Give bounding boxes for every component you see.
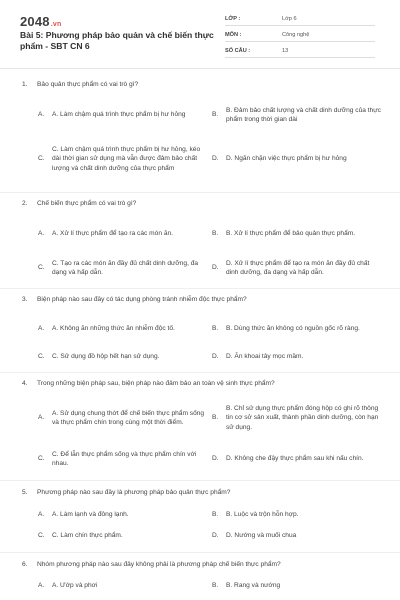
option-d[interactable]	[212, 137, 382, 181]
option-letter: D.	[212, 455, 219, 463]
option-letter: C.	[38, 532, 45, 540]
option-text: A. Làm chậm quá trình thực phẩm bị hư hỏng	[52, 111, 186, 119]
option-letter: C.	[38, 155, 45, 163]
brand-name: 2048	[20, 14, 50, 29]
option-b[interactable]	[212, 101, 382, 129]
option-b[interactable]	[212, 220, 382, 248]
option-letter: B.	[212, 325, 219, 333]
option-text: C. Để lẫn thực phẩm sống và thực phẩm chín với nhau.	[52, 450, 197, 467]
option-text: C. Tạo ra các món ăn đầy đủ chất dinh dưỡng, đa dạng và hấp dẫn.	[52, 259, 199, 276]
option-letter: D.	[212, 264, 219, 272]
option-c[interactable]	[38, 529, 208, 543]
brand-suffix: .vn	[50, 21, 62, 28]
question-number: 1.	[22, 81, 28, 88]
meta-question-count	[225, 45, 375, 58]
option-letter: C.	[38, 353, 45, 361]
question-text: Chế biến thực phẩm có vai trò gì?	[37, 200, 137, 207]
option-a[interactable]	[38, 101, 208, 129]
option-letter: A.	[38, 111, 45, 119]
option-text: D. Ngăn chặn việc thực phẩm bị hư hỏng	[226, 155, 347, 163]
meta-subject	[225, 29, 375, 42]
divider	[0, 480, 400, 481]
option-a[interactable]	[38, 315, 208, 343]
option-text: D. Không che đậy thực phẩm sau khi nấu chín.	[226, 455, 364, 463]
meta-question-count-label: SỐ CÂU :	[225, 48, 251, 54]
meta-class-value: Lớp 6	[282, 16, 297, 22]
divider	[0, 192, 400, 193]
question-text: Bảo quản thực phẩm có vai trò gì?	[37, 81, 139, 88]
question-number: 6.	[22, 561, 28, 568]
meta-class	[225, 13, 375, 26]
brand-logo[interactable]	[20, 14, 61, 29]
option-text: C. Làm chậm quá trình thực phẩm bị hư hỏng, kéo dài thời gian sử dụng mà vẫn được đảm bảo chất lượng và chất dinh dưỡng của thực phẩm	[52, 145, 201, 172]
option-letter: A.	[38, 582, 45, 590]
option-text: A. Xử lí thực phẩm để tạo ra các món ăn.	[52, 230, 173, 238]
option-text: A. Làm lạnh và đông lạnh.	[52, 511, 129, 519]
divider	[0, 372, 400, 373]
option-text: A. Sử dụng chung thớt để chế biến thực phẩm sống và thực phẩm chín trong cùng một thời điểm.	[52, 409, 205, 426]
option-c[interactable]	[38, 350, 208, 364]
option-letter: D.	[212, 353, 219, 361]
option-letter: D.	[212, 155, 219, 163]
question-number: 2.	[22, 200, 28, 207]
option-text: C. Làm chín thực phẩm.	[52, 532, 123, 540]
option-text: D. Ăn khoai tây mọc mầm.	[226, 353, 304, 361]
option-text: B. Dùng thức ăn không có nguồn gốc rõ ràng.	[226, 325, 360, 333]
option-text: B. Chỉ sử dụng thực phẩm đóng hộp có ghi rõ thông tin cơ sở sản xuất, thành phần dinh dưỡng, còn hạn sử dụng.	[226, 404, 379, 431]
option-letter: A.	[38, 511, 45, 519]
option-letter: A.	[38, 414, 45, 422]
meta-question-count-value: 13	[282, 48, 289, 54]
option-d[interactable]	[212, 350, 382, 364]
option-letter: B.	[212, 111, 219, 119]
option-d[interactable]	[212, 529, 382, 543]
option-a[interactable]	[38, 579, 208, 593]
question-number: 4.	[22, 380, 28, 387]
option-a[interactable]	[38, 399, 208, 437]
option-letter: B.	[212, 582, 219, 590]
option-letter: A.	[38, 230, 45, 238]
option-c[interactable]	[38, 445, 208, 473]
option-text: B. Luộc và trộn hỗn hợp.	[226, 511, 299, 519]
option-a[interactable]	[38, 508, 208, 522]
question-text: Nhóm phương pháp nào sau đây không phải là phương pháp chế biến thực phẩm?	[37, 561, 281, 568]
option-c[interactable]	[38, 137, 208, 181]
option-letter: B.	[212, 414, 219, 422]
option-text: B. Đảm bảo chất lượng và chất dinh dưỡng của thực phẩm trong thời gian dài	[226, 106, 381, 123]
option-text: A. Không ăn những thức ăn nhiễm độc tố.	[52, 325, 175, 333]
meta-class-label: LỚP :	[225, 16, 241, 22]
option-text: B. Xử lí thực phẩm để bảo quản thực phẩm.	[226, 230, 356, 238]
question-text: Phương pháp nào sau đây là phương pháp bảo quản thực phẩm?	[37, 489, 231, 496]
option-letter: D.	[212, 532, 219, 540]
option-letter: C.	[38, 455, 45, 463]
divider	[0, 552, 400, 553]
meta-subject-value: Công nghệ	[282, 32, 310, 38]
option-text: B. Rang và nướng	[226, 582, 281, 590]
option-a[interactable]	[38, 220, 208, 248]
question-number: 3.	[22, 296, 28, 303]
option-text: C. Sử dụng đồ hộp hết hạn sử dụng.	[52, 353, 160, 361]
option-letter: B.	[212, 230, 219, 238]
option-text: D. Nướng và muối chua	[226, 532, 297, 540]
question-text: Biện pháp nào sau đây có tác dụng phòng tránh nhiễm độc thực phẩm?	[37, 296, 247, 303]
option-d[interactable]	[212, 254, 382, 282]
option-b[interactable]	[212, 508, 382, 522]
page-header	[0, 0, 400, 69]
option-b[interactable]	[212, 315, 382, 343]
option-b[interactable]	[212, 579, 382, 593]
meta-subject-label: MÔN :	[225, 32, 242, 38]
question-text: Trong những biện pháp sau, biện pháp nào đảm bảo an toàn vệ sinh thực phẩm?	[37, 380, 275, 387]
divider	[0, 288, 400, 289]
question-number: 5.	[22, 489, 28, 496]
option-letter: C.	[38, 264, 45, 272]
option-letter: B.	[212, 511, 219, 519]
option-b[interactable]	[212, 399, 382, 437]
option-c[interactable]	[38, 254, 208, 282]
option-text: A. Ướp và phơi	[52, 582, 98, 590]
option-letter: A.	[38, 325, 45, 333]
option-d[interactable]	[212, 445, 382, 473]
option-text: D. Xử lí thực phẩm để tạo ra món ăn đầy đủ chất dinh dưỡng, đa dạng và hấp dẫn.	[226, 259, 370, 276]
document-title: Bài 5: Phương pháp bảo quản và chế biến thực phẩm - SBT CN 6	[20, 30, 214, 51]
